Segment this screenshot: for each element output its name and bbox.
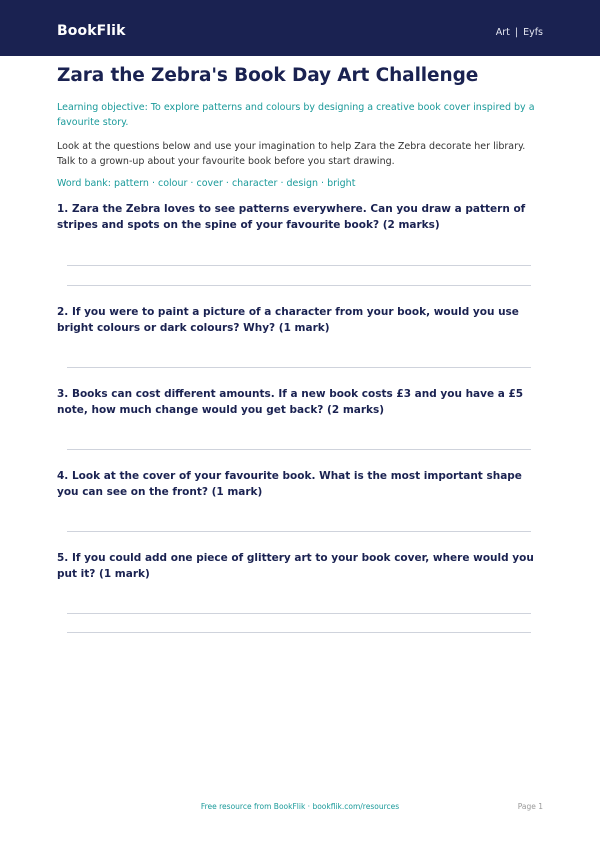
header-bar: [0, 0, 600, 56]
meta-separator: |: [514, 27, 519, 38]
question-1: 1. Zara the Zebra loves to see patterns everywhere. Can you draw a pattern of stripes and spots on the spine of your favourite book? (2 marks): [57, 203, 526, 231]
question-2: 2. If you were to paint a picture of a character from your book, would you use bright colours or dark colours? Why? (1 mark): [57, 306, 519, 334]
worksheet-intro: [57, 62, 543, 191]
learning-objective: Learning objective: To explore patterns and colours by designing a creative book cover inspired by a favourite story.: [57, 102, 535, 128]
intro-text: Look at the questions below and use your imagination to help Zara the Zebra decorate her library. Talk to a grown-up about your favourite book before you start drawing.: [57, 141, 526, 167]
answer-line[interactable]: [67, 265, 531, 266]
level-label[interactable]: Eyfs: [523, 27, 543, 38]
answer-line[interactable]: [67, 632, 531, 633]
question-4: 4. Look at the cover of your favourite book. What is the most important shape you can see on the front? (1 mark): [57, 470, 522, 498]
answer-line[interactable]: [67, 449, 531, 450]
subject-label[interactable]: Art: [495, 27, 510, 38]
header-meta: [496, 27, 543, 38]
footer-credit[interactable]: Free resource from BookFlik · bookflik.com/resources: [200, 802, 400, 811]
answer-line[interactable]: [67, 285, 531, 286]
page-title: Zara the Zebra's Book Day Art Challenge: [57, 65, 479, 86]
question-3: 3. Books can cost different amounts. If a new book costs £3 and you have a £5 note, how much change would you get back? (2 marks): [57, 388, 524, 416]
answer-line[interactable]: [67, 531, 531, 532]
page-number: Page 1: [517, 802, 543, 811]
word-bank: Word bank: pattern · colour · cover · character · design · bright: [57, 178, 356, 189]
brand-logo-text[interactable]: BookFlik: [57, 23, 126, 39]
question-5: 5. If you could add one piece of glittery art to your book cover, where would you put it? (1 mark): [57, 552, 534, 580]
answer-line[interactable]: [67, 367, 531, 368]
answer-line[interactable]: [67, 613, 531, 614]
